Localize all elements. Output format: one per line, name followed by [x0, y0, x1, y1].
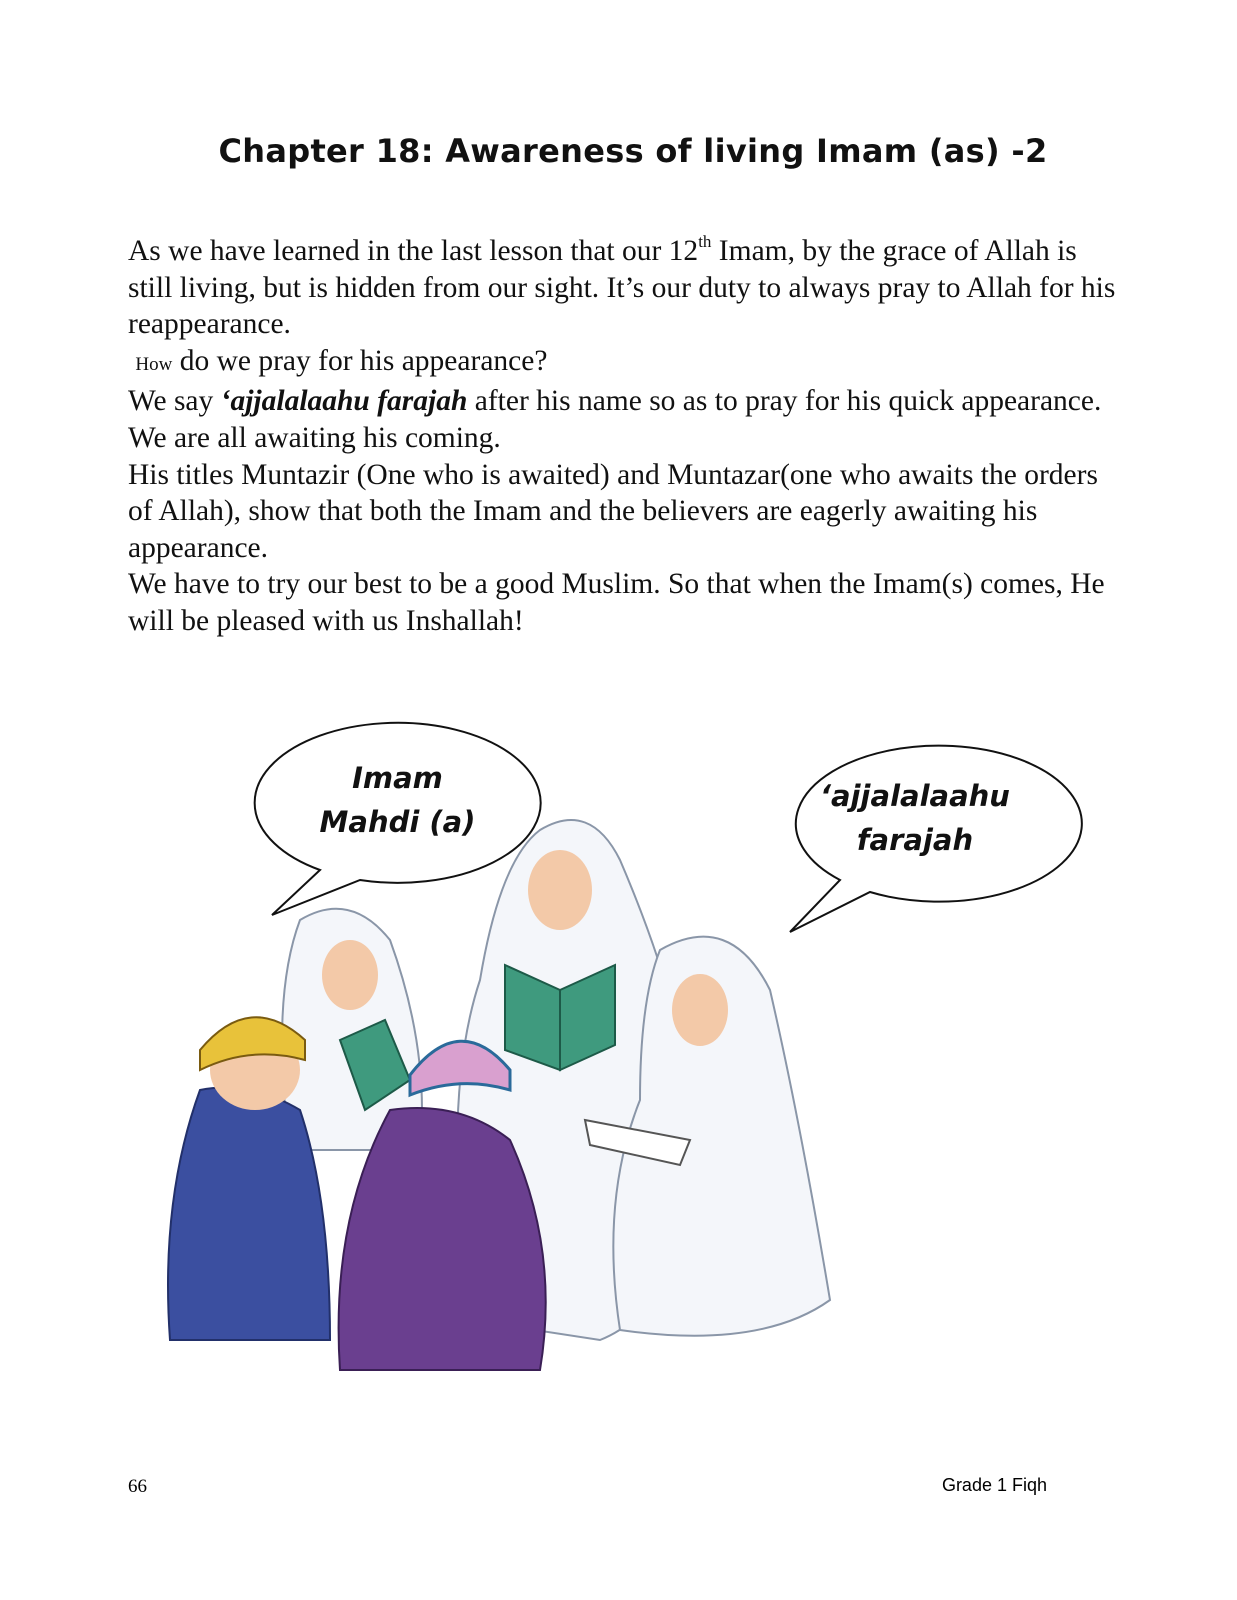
question-word: How	[135, 353, 173, 375]
saying-text-cont: after his name so as to pray for his quick appearance. We are all awaiting his coming.	[128, 385, 1102, 454]
page-number: 66	[128, 1476, 147, 1497]
mother-face	[528, 850, 592, 930]
bubble-left-line1: Imam	[352, 761, 443, 795]
intro-text-cont: Imam, by the grace of Allah is still living, but is hidden from our sight. It’s our duty to always pray to Allah for his reappearance.	[128, 235, 1116, 341]
question-text: do we pray for his appearance?	[172, 344, 548, 377]
bubble-right-line2: farajah	[856, 823, 974, 857]
bubble-right-line1: ‘ajjalalaahu	[820, 779, 1010, 813]
paragraph-conclusion: We have to try our best to be a good Muslim. So that when the Imam(s) comes, He will be pleased with us Inshallah!	[128, 568, 1105, 637]
ordinal-suffix: th	[698, 232, 712, 251]
paragraph-titles: His titles Muntazir (One who is awaited) and Muntazar(one who awaits the orders of Allah), show that both the Imam and the believers are eagerly awaiting his appearance.	[128, 458, 1098, 564]
chapter-title: Chapter 18: Awareness of living Imam (as) -2	[218, 132, 1048, 170]
speech-bubble-left-text	[290, 756, 505, 844]
dua-phrase: ‘ajjalalaahu farajah	[220, 385, 468, 418]
intro-text: As we have learned in the last lesson that our 12	[128, 235, 699, 267]
speech-bubble-right-text	[800, 774, 1030, 862]
saying-text: We say	[128, 385, 221, 418]
book-title-footer: Grade 1 Fiqh	[941, 1475, 1047, 1495]
bubble-left-line2: Mahdi (a)	[319, 805, 476, 839]
boy-left-figure	[168, 1088, 330, 1341]
